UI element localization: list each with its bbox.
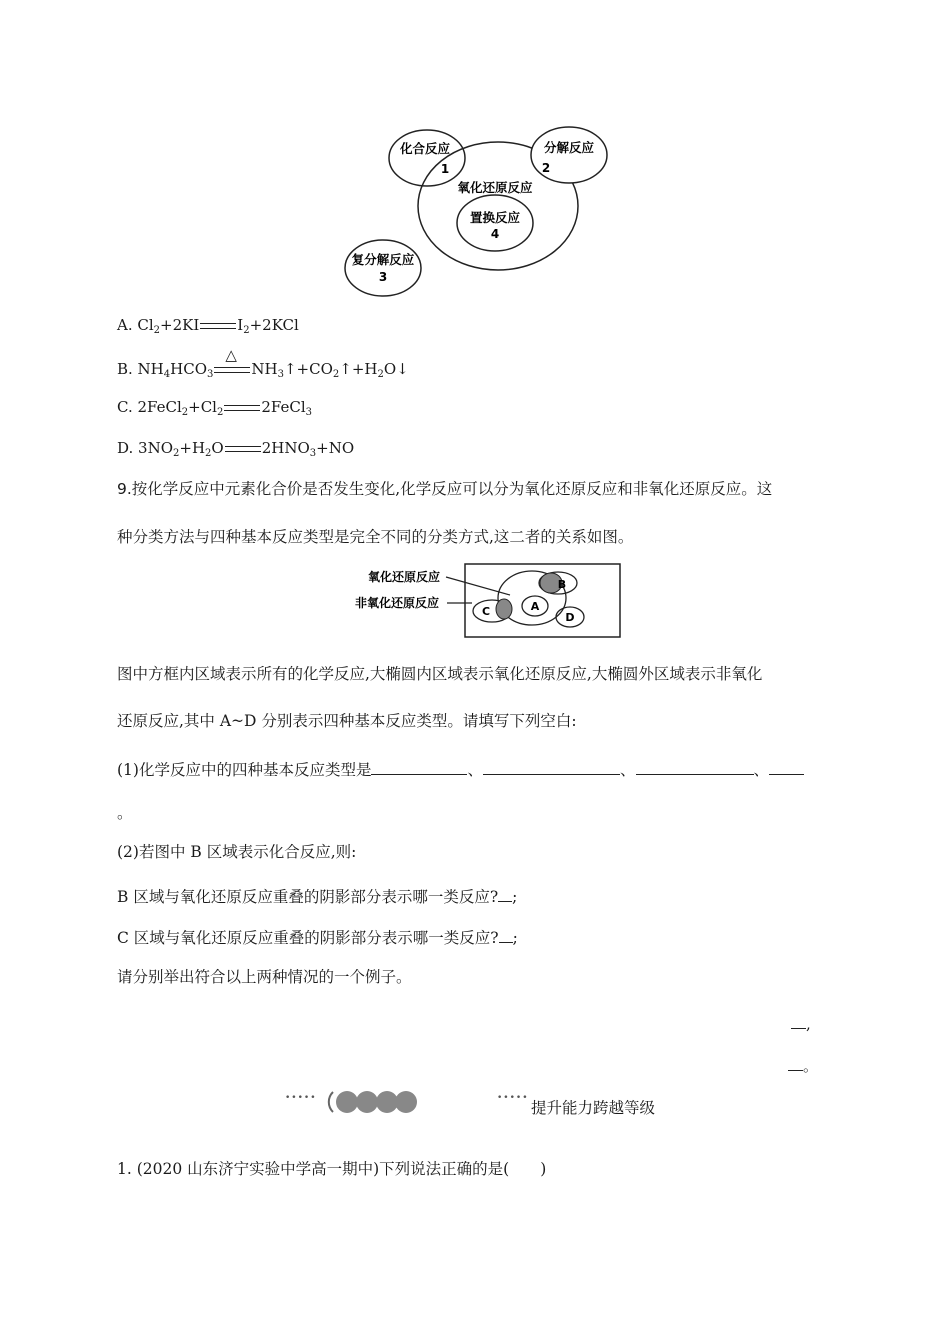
q1-text: 1. (2020 山东济宁实验中学高一期中)下列说法正确的是( ) <box>117 1160 547 1178</box>
label-double-decomposition: 复分解反应 <box>351 252 415 267</box>
option-a-part: +2KI <box>160 316 200 334</box>
section-dots-right: ••••• <box>497 1093 529 1103</box>
option-b-sub: 3 <box>207 369 214 380</box>
separator: 、 <box>467 761 483 779</box>
option-d-sub: 2 <box>173 448 180 459</box>
period: 。 <box>117 804 133 822</box>
option-a-part: +2KCl <box>249 316 299 334</box>
example-answer-2 <box>788 1055 818 1076</box>
label-redox-pointer: 氧化还原反应 <box>368 570 441 584</box>
label-region-d: D <box>565 611 575 624</box>
label-double-decomposition-num: 3 <box>378 270 388 284</box>
separator: 、 <box>619 761 636 779</box>
section-header <box>285 1086 705 1116</box>
redox-classification-diagram <box>355 561 625 641</box>
separator: 、 <box>753 761 770 779</box>
q9-part2b-text: B 区域与氧化还原反应重叠的阴影部分表示哪一类反应? <box>117 888 499 906</box>
combination-ellipse <box>389 130 465 186</box>
option-d-part: 2HNO <box>261 439 310 457</box>
answer-blank[interactable] <box>499 928 513 943</box>
label-combination: 化合反应 <box>399 141 451 156</box>
q9-text: 按化学反应中元素化合价是否发生变化,化学反应可以分为氧化还原反应和非氧化还原反应。这 <box>131 480 773 498</box>
option-b-sub: 2 <box>377 369 384 380</box>
option-c-sub: 2 <box>181 407 189 418</box>
option-b-part: NH <box>251 360 278 378</box>
q1-line <box>117 1162 546 1178</box>
option-d-sub: 3 <box>309 448 317 459</box>
q9-part2c <box>117 928 518 947</box>
equals-sign <box>200 323 236 329</box>
option-b <box>117 346 409 380</box>
option-d-part: O <box>211 439 224 457</box>
label-decomposition: 分解反应 <box>543 140 595 155</box>
option-c-sub: 2 <box>216 407 224 418</box>
option-c-sub: 3 <box>305 407 313 418</box>
option-a-sub: 2 <box>153 325 161 336</box>
example-answer-1 <box>791 1014 811 1033</box>
q9-text: 还原反应,其中 A~D 分别表示四种基本反应类型。请填写下列空白: <box>117 712 577 730</box>
label-nonredox-pointer: 非氧化还原反应 <box>355 596 440 610</box>
semicolon: ; <box>512 888 518 906</box>
q9-line2 <box>117 530 633 546</box>
q9-line1 <box>117 482 772 498</box>
option-b-part: ↑+H <box>339 360 378 378</box>
q9-part2 <box>117 845 356 861</box>
option-d-sub: 2 <box>205 448 212 459</box>
answer-blank[interactable] <box>498 887 512 902</box>
equals-sign <box>224 405 260 411</box>
answer-blank[interactable] <box>371 760 467 775</box>
answer-blank[interactable] <box>788 1056 803 1071</box>
q9-text: 图中方框内区域表示所有的化学反应,大椭圆内区域表示氧化还原反应,大椭圆外区域表示非氧化 <box>117 665 763 683</box>
region-c-shaded <box>496 599 512 619</box>
option-d-part: D. 3NO <box>117 439 173 457</box>
q9-number: 9. <box>117 480 132 498</box>
answer-blank[interactable] <box>483 760 620 775</box>
comma: , <box>806 1015 811 1033</box>
label-displacement: 置换反应 <box>469 210 521 225</box>
option-b-sub: 4 <box>163 369 171 380</box>
option-b-part: O↓ <box>383 360 409 378</box>
period: 。 <box>803 1057 819 1075</box>
option-a-sub: 2 <box>243 325 250 336</box>
option-b-part: B. NH <box>117 360 164 378</box>
option-a <box>117 318 299 336</box>
section-dots-left: ••••• <box>285 1093 317 1103</box>
semicolon: ; <box>512 929 518 947</box>
q9-part2c-text: C 区域与氧化还原反应重叠的阴影部分表示哪一类反应? <box>117 929 499 947</box>
reaction-venn-diagram <box>340 122 610 298</box>
answer-blank[interactable] <box>636 760 754 775</box>
option-c <box>117 400 312 418</box>
option-b-sub: 2 <box>332 369 340 380</box>
equals-sign <box>225 446 261 452</box>
section-title: 提升能力跨越等级 <box>531 1099 656 1117</box>
option-d-part: +H <box>179 439 206 457</box>
label-combination-num: 1 <box>440 162 450 176</box>
option-a-part: I <box>237 316 244 334</box>
label-displacement-num: 4 <box>490 227 500 241</box>
section-badge-icon <box>323 1086 423 1116</box>
option-b-sub: 3 <box>277 369 284 380</box>
label-region-b: B <box>557 578 567 591</box>
double-decomposition-ellipse <box>345 240 421 296</box>
answer-blank[interactable] <box>769 760 804 775</box>
option-c-part: 2FeCl <box>261 398 306 416</box>
q9-text: 种分类方法与四种基本反应类型是完全不同的分类方式,这二者的关系如图。 <box>117 528 634 546</box>
pointer-line-redox <box>446 577 510 595</box>
option-a-part: A. Cl <box>117 316 154 334</box>
q9-part1-text: (1)化学反应中的四种基本反应类型是 <box>117 761 372 779</box>
option-b-part: ↑+CO <box>283 360 333 378</box>
option-d <box>117 441 354 459</box>
label-decomposition-num: 2 <box>541 161 551 175</box>
q9-desc2 <box>117 714 577 730</box>
q9-part2-text: (2)若图中 B 区域表示化合反应,则: <box>117 843 357 861</box>
q9-part3 <box>117 970 412 986</box>
label-region-a: A <box>530 600 540 613</box>
option-c-part: +Cl <box>188 398 217 416</box>
q9-part3-text: 请分别举出符合以上两种情况的一个例子。 <box>117 968 412 986</box>
option-d-part: +NO <box>316 439 355 457</box>
q9-part2b <box>117 887 517 906</box>
option-b-part: HCO <box>170 360 207 378</box>
option-c-part: C. 2FeCl <box>117 398 182 416</box>
q9-desc1 <box>117 667 762 683</box>
label-redox: 氧化还原反应 <box>457 180 533 195</box>
q9-part1-end <box>117 806 133 822</box>
label-region-c: C <box>481 605 491 618</box>
answer-blank[interactable] <box>791 1014 806 1029</box>
heating-equals-sign <box>214 346 250 373</box>
heat-triangle-icon: △ <box>225 346 237 364</box>
q9-part1 <box>117 760 804 779</box>
